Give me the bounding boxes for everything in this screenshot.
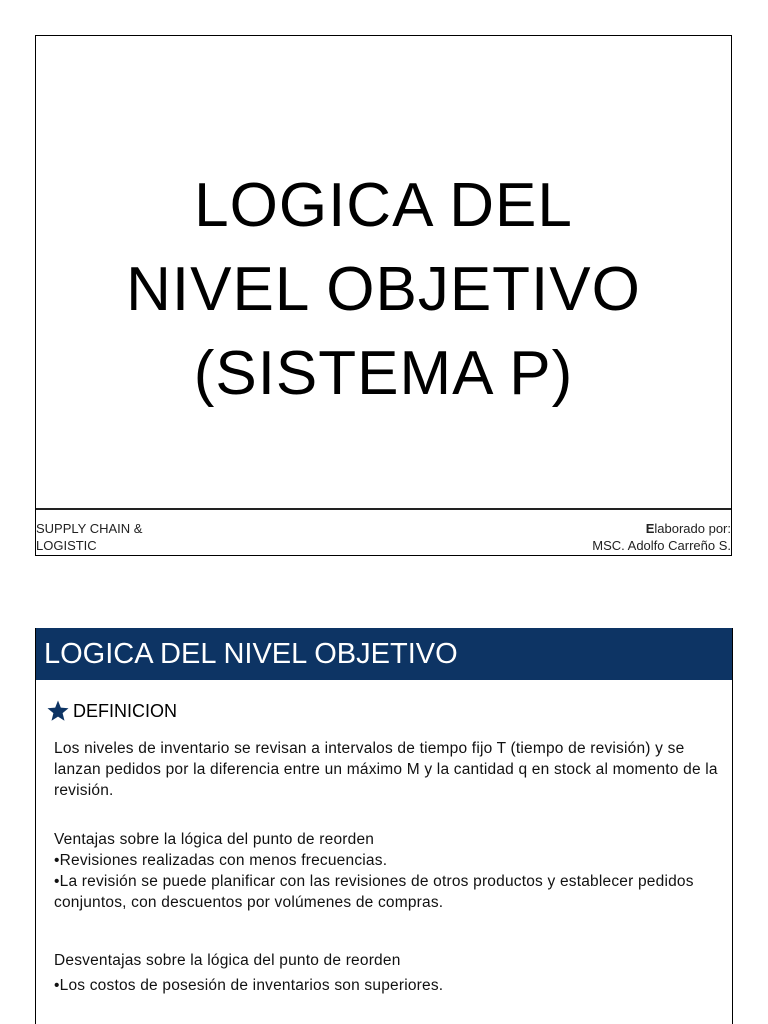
course-name-line-2: LOGISTIC xyxy=(36,538,97,553)
author-name: MSC. Adolfo Carreño S. xyxy=(592,538,731,553)
title-slide xyxy=(35,35,732,556)
title-line-2: NIVEL OBJETIVO xyxy=(126,255,641,324)
author-label-initial: E xyxy=(645,521,655,536)
course-name-line-1: SUPPLY CHAIN & xyxy=(36,521,143,536)
footer-divider xyxy=(36,508,731,510)
slide-title xyxy=(36,164,731,416)
advantage-item-2: •La revisión se puede planificar con las revisiones de otros productos y establecer pedidos conjuntos, con descuentos por volúmenes de compras. xyxy=(54,873,694,911)
course-name xyxy=(36,520,142,554)
slide-header-title: LOGICA DEL NIVEL OBJETIVO xyxy=(44,638,458,670)
disadvantage-item-1: •Los costos de posesión de inventarios son superiores. xyxy=(54,977,444,994)
author-label xyxy=(592,520,731,537)
section-label: DEFINICION xyxy=(73,700,178,721)
title-line-1: LOGICA DEL xyxy=(194,171,573,240)
star-icon xyxy=(46,699,70,723)
disadvantages-title: Desventajas sobre la lógica del punto de reorden xyxy=(54,952,401,969)
section-heading xyxy=(46,698,177,724)
author-credit xyxy=(592,520,731,554)
advantage-item-1: •Revisiones realizadas con menos frecuencias. xyxy=(54,852,388,869)
advantages-title: Ventajas sobre la lógica del punto de reorden xyxy=(54,831,375,848)
slide-header xyxy=(36,628,732,680)
author-label-rest: laborado por: xyxy=(654,521,731,536)
content-slide xyxy=(35,628,733,1024)
title-line-3: (SISTEMA P) xyxy=(193,339,574,408)
definition-text: Los niveles de inventario se revisan a intervalos de tiempo fijo T (tiempo de revisión) y se lanzan pedidos por la diferencia entre un máximo M y la cantidad q en stock al momento de la revisión. xyxy=(54,740,718,799)
